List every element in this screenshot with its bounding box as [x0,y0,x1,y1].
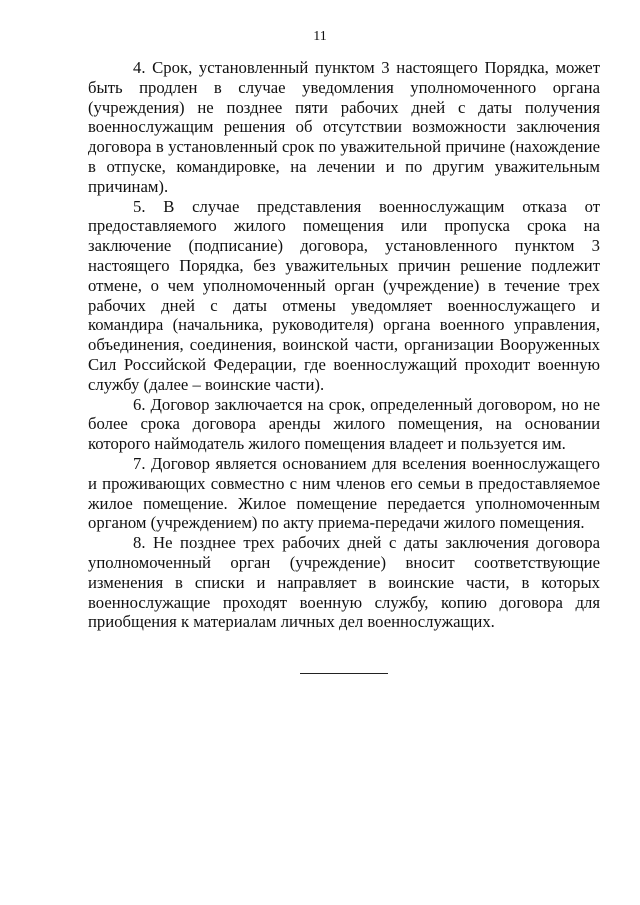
paragraph-4: 4. Срок, установленный пунктом 3 настоящего Порядка, может быть продлен в случае уведомления уполномоченного органа (учреждения) не позднее пяти рабочих дней с даты получения военнослужащим решения об отсутствии возможности заключения договора в установленный срок по уважительной причине (нахождение в отпуске, командировке, на лечении и по другим уважительным причинам). [88,58,600,196]
paragraph-6: 6. Договор заключается на срок, определенный договором, но не более срока договора аренды жилого помещения, на основании которого наймодатель жилого помещения владеет и пользуется им. [88,394,600,454]
paragraph-7: 7. Договор является основанием для вселения военнослужащего и проживающих совместно с ним членов его семьи в предоставляемое жилое помещение. Жилое помещение передается уполномоченным органом (учреждением) по акту приема-передачи жилого помещения. [88,453,600,533]
document-body [88,58,600,632]
end-separator-line [300,673,388,674]
paragraph-8: 8. Не позднее трех рабочих дней с даты заключения договора уполномоченный орган (учреждение) вносит соответствующие изменения в списки и направляет в воинские части, в которых военнослужащие проходят военную службу, копию договора для приобщения к материалам личных дел военнослужащих. [88,533,600,632]
paragraph-5: 5. В случае представления военнослужащим отказа от предоставляемого жилого помещения или пропуска срока на заключение (подписание) договора, установленного пунктом 3 настоящего Порядка, без уважительных причин решение подлежит отмене, о чем уполномоченный орган (учреждение) в течение трех рабочих дней с даты отмены уведомляет военнослужащего и командира (начальника, руководителя) органа военного управления, объединения, соединения, воинской части, организации Вооруженных Сил Российской Федерации, где военнослужащий проходит военную службу (далее – воинские части). [88,196,600,394]
page-number: 11 [313,29,327,44]
